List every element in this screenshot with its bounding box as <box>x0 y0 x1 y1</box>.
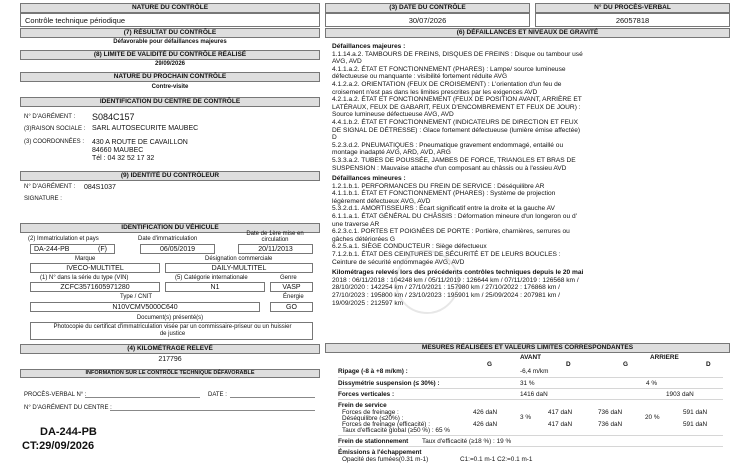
major-line: DE SIGNAL DE DÉTRESSE) : Glace fortement défectueuse (lumière émise affectée) <box>332 126 581 134</box>
major-line: AVG, AVD <box>332 58 362 66</box>
major-line: Source lumineuse défectueuse AVG, AVD <box>332 111 454 119</box>
major-line: 4.1.2.a.2. ORIENTATION (FEUX DE CROISEMENT) : L'orientation d'un feu de <box>332 80 562 88</box>
major-line: LATÉRAUX, FEUX DE GABARIT, FEUX D'ENCOMBREMENT ET FEUX DE JOUR) : <box>332 103 581 111</box>
f2-av-g: 426 daN <box>473 421 498 428</box>
immat-value: DA-244-PB <box>34 246 70 253</box>
major-line: 1.1.14.a.2. TAMBOURS DE FREINS, DISQUES DE FREINS : Disque ou tambour usé <box>332 50 583 58</box>
ripage-value: -6,4 m/km <box>520 368 549 375</box>
type-label: Type / CNIT <box>120 294 153 300</box>
km-line: 19/09/2025 : 212597 km <box>332 299 404 307</box>
opacite-value: C1:=0.1 m-1 C2:=0.1 m-1 <box>460 456 533 463</box>
minor-line: gâches détériorées G <box>332 235 396 243</box>
meas-rule-2 <box>338 388 723 389</box>
contre-date-label: DATE : <box>208 392 227 398</box>
ripage-label: Ripage (-8 à +8 m/km) : <box>338 368 408 375</box>
vehicule-header: IDENTIFICATION DU VÉHICULE <box>20 223 320 233</box>
pv-header: N° DU PROCÈS-VERBAL <box>535 3 730 13</box>
stationnement-value: Taux d'efficacité (≥18 %) : 19 % <box>422 438 512 445</box>
ctrl-agrement-label: N° D'AGRÉMENT : <box>24 184 76 190</box>
forces-v-av: 1416 daN <box>520 391 548 398</box>
raison-label: (3)RAISON SOCIALE : <box>24 126 86 132</box>
validity-header: (8) LIMITE DE VALIDITÉ DU CONTRÔLE RÉALISÉ <box>20 50 320 60</box>
plate-line-2: CT:29/09/2026 <box>22 440 95 452</box>
taux-label: Taux d'efficacité global (≥50 %) : 65 % <box>342 427 450 434</box>
forces-freinage-label: Forces de freinage : <box>342 409 399 416</box>
f1-ar-d: 591 daN <box>683 409 708 416</box>
dissym-av: 31 % <box>520 380 535 387</box>
km-header: (4) KILOMÉTRAGE RELEVÉ <box>20 344 320 354</box>
agrement-label: N° D'AGRÉMENT : <box>24 114 76 120</box>
designation-label: Désignation commerciale <box>205 256 273 262</box>
emissions-label: Émissions à l'échappement <box>338 449 422 456</box>
forces-v-label: Forces verticales : <box>338 391 395 398</box>
meas-header: MESURES RÉALISÉES ET VALEURS LIMITES CORRESPONDANTES <box>325 343 730 353</box>
major-line: défectueuse ou manquante : visibilité fortement réduite AVG <box>332 73 508 81</box>
ar-d-label: D <box>706 361 711 368</box>
major-line: 4.1.1.a.2. ÉTAT ET FONCTIONNEMENT (PHARES) : Lampe/ source lumineuse <box>332 65 566 73</box>
docs-label: Document(s) présenté(s) <box>136 315 204 321</box>
f2-ar-g: 736 daN <box>598 421 623 428</box>
date1-value: 20/11/2013 <box>258 246 293 253</box>
avant-label: AVANT <box>520 354 542 361</box>
major-line: 5.2.3.d.2. PNEUMATIQUES : Pneumatique gravement endommagé, entaillé ou <box>332 141 564 149</box>
date-immat-value: 06/05/2019 <box>159 246 196 253</box>
vin-value: ZCFC3571605971280 <box>60 284 130 291</box>
pv-value: 26057818 <box>615 16 650 25</box>
vin-label: (1) N° dans la série du type (VIN) <box>40 275 129 281</box>
nature-value: Contrôle technique périodique <box>25 16 126 25</box>
deseq-av: 3 % <box>520 414 532 421</box>
major-title: Défaillances majeures : <box>332 43 406 50</box>
stationnement-label: Frein de stationnement <box>338 438 409 445</box>
agrement-value: S084C157 <box>92 112 135 122</box>
dissym-ar: 4 % <box>646 380 658 387</box>
minor-line: 1.2.1.b.1. PERFORMANCES DU FREIN DE SERVICE : Déséquilibre AR <box>332 182 545 190</box>
ctrl-agrement-value: 084S1037 <box>84 184 116 191</box>
minor-title: Défaillances mineures : <box>332 175 406 183</box>
energie-value: GO <box>286 304 297 311</box>
av-d-label: D <box>566 361 571 368</box>
desequilibre-label: Déséquilibre (≤20%) : <box>342 415 404 422</box>
raison-value: SARL AUTOSECURITE MAUBEC <box>92 125 199 132</box>
minor-line: légèrement défectueux AVG, AVD <box>332 197 431 205</box>
opacite-label: Opacité des fumées(0.31 m-1) <box>342 456 429 463</box>
date1-label: Date de 1ère mise en circulation <box>246 231 304 243</box>
controleur-header: (9) IDENTITÉ DU CONTRÔLEUR <box>20 171 320 181</box>
genre-value: VASP <box>282 284 301 291</box>
major-line: SUSPENSION : Mauvaise attache d'un composant au châssis ou à l'essieu AVD <box>332 164 567 172</box>
energie-label: Énergie <box>283 294 304 300</box>
date-value: 30/07/2026 <box>408 16 447 25</box>
marque-value: IVECO-MULTITEL <box>66 265 124 272</box>
genre-label: Genre <box>280 275 297 281</box>
contre-pv-line <box>85 397 200 398</box>
contre-agrement-line <box>110 410 315 411</box>
f1-av-g: 426 daN <box>473 409 498 416</box>
minor-line: 6.2.5.a.1. SIÈGE CONDUCTEUR : Siège défectueux <box>332 243 487 251</box>
result-value: Défavorable pour défaillances majeures <box>113 39 227 45</box>
date-header: (3) DATE DU CONTRÔLE <box>325 3 530 13</box>
designation-value: DAILY-MULTITEL <box>211 265 267 272</box>
ar-g-label: G <box>623 361 628 368</box>
major-line: montage inadapté AVG, ARD, AVD, ARG <box>332 149 451 157</box>
validity-value: 29/09/2026 <box>154 61 186 67</box>
categorie-label: (5) Catégorie internationale <box>175 275 248 281</box>
major-line: 4.4.1.b.2. ÉTAT ET FONCTIONNEMENT (INDICATEURS DE DIRECTION ET FEUX <box>332 118 579 126</box>
deseq-ar: 20 % <box>645 414 660 421</box>
result-header: (7) RÉSULTAT DU CONTRÔLE <box>20 28 320 38</box>
next-value: Contre-visite <box>151 84 189 90</box>
meas-rule-4 <box>338 435 723 436</box>
km-line: 2018 : 06/11/2018 : 104248 km / 05/11/2019 : 126644 km / 07/11/2019 : 126568 km / <box>332 276 579 284</box>
dissym-label: Dissymétrie suspension (≤ 30%) : <box>338 380 440 387</box>
meas-rule-3 <box>338 399 723 400</box>
f1-av-d: 417 daN <box>548 409 573 416</box>
meas-rule-5 <box>338 446 723 447</box>
coords-label: (3) COORDONNÉES : <box>24 139 85 145</box>
arriere-label: ARRIERE <box>650 354 679 361</box>
forces-freinage2-label: Forces de freinage (efficacité) : <box>342 421 430 428</box>
next-header: NATURE DU PROCHAIN CONTRÔLE <box>20 72 320 82</box>
defects-header: (6) DÉFAILLANCES ET NIVEAUX DE GRAVITÉ <box>325 28 730 38</box>
major-line: D <box>332 134 337 142</box>
f2-ar-d: 591 daN <box>683 421 708 428</box>
major-line: croisement n'est pas dans les limites prescrites par les exigences AVD <box>332 88 538 96</box>
contre-agrement-label: N° D'AGRÉMENT DU CENTRE : <box>24 405 112 411</box>
docs-value: Photocopie du certificat d'immatriculation visée par un commissaire-priseur ou un huissier de justice <box>53 324 292 337</box>
frein-service-label: Frein de service <box>338 402 387 409</box>
minor-lines <box>332 183 583 267</box>
date-immat-label: Date d'immatriculation <box>138 236 198 242</box>
major-line: 5.3.3.a.2. TUBES DE POUSSÉE, JAMBES DE FORCE, TRIANGLES ET BRAS DE <box>332 156 576 164</box>
plate-line-1: DA-244-PB <box>40 426 97 438</box>
nature-header: NATURE DU CONTRÔLE <box>20 3 320 13</box>
km-line: 28/10/2020 : 142254 km / 27/10/2021 : 157980 km / 27/10/2022 : 176868 km / <box>332 284 561 292</box>
av-g-label: G <box>487 361 492 368</box>
categorie-value: N1 <box>210 284 220 291</box>
meas-rule-1 <box>338 377 723 378</box>
f1-ar-g: 736 daN <box>598 409 623 416</box>
signature-label: SIGNATURE : <box>24 196 62 202</box>
km-history-title: Kilométrages relevés lors des précédents contrôles techniques depuis le 20 mai <box>332 269 584 277</box>
immat-label: (2) Immatriculation et pays <box>28 236 99 242</box>
minor-line: Ceinture de sécurité endommagée AVG, AVD <box>332 258 465 266</box>
km-line: 27/10/2023 : 195800 km / 23/10/2023 : 195901 km / 25/09/2024 : 207981 km / <box>332 292 561 299</box>
minor-line: 6.1.1.a.1. ÉTAT GÉNÉRAL DU CHÂSSIS : Déformation mineure d'un longeron ou d' <box>332 213 577 221</box>
type-value: N10VCMV5000C640 <box>112 304 178 311</box>
contre-date-line <box>230 397 315 398</box>
coords-line-3: Tél : 04 32 52 17 32 <box>92 155 155 162</box>
f2-av-d: 417 daN <box>548 421 573 428</box>
contre-pv-label: PROCÈS-VERBAL N° : <box>24 392 87 398</box>
contre-header: INFORMATION SUR LE CONTRÔLE TECHNIQUE DÉFAVORABLE <box>20 369 320 378</box>
major-lines <box>332 51 583 173</box>
minor-line: une traverse AR <box>332 220 380 228</box>
centre-header: IDENTIFICATION DU CENTRE DE CONTRÔLE <box>20 97 320 107</box>
km-value: 217796 <box>158 356 182 363</box>
minor-line: 6.2.3.c.1. PORTES ET POIGNÉES DE PORTE : Portière, charnières, serrures ou <box>332 228 570 236</box>
pays-value: (F) <box>98 246 107 253</box>
defects-list <box>332 40 583 307</box>
minor-line: 5.3.2.d.1. AMORTISSEURS : Écart significatif entre la droite et la gauche AV <box>332 205 555 213</box>
minor-line: 7.1.2.b.1. ÉTAT DES CEINTURES DE SÉCURITÉ ET DE LEURS BOUCLES : <box>332 251 561 259</box>
coords-line-2: 84660 MAUBEC <box>92 147 144 154</box>
coords-line-1: 430 A ROUTE DE CAVAILLON <box>92 139 188 146</box>
major-line: 4.2.1.a.2. ÉTAT ET FONCTIONNEMENT (FEUX DE POSITION AVANT, ARRIÈRE ET <box>332 96 582 104</box>
forces-v-ar: 1903 daN <box>666 391 694 398</box>
minor-line: 4.1.1.b.1. ÉTAT ET FONCTIONNEMENT (PHARES) : Système de projection <box>332 190 556 198</box>
marque-label: Marque <box>75 256 96 262</box>
plate-stamp <box>22 425 97 453</box>
